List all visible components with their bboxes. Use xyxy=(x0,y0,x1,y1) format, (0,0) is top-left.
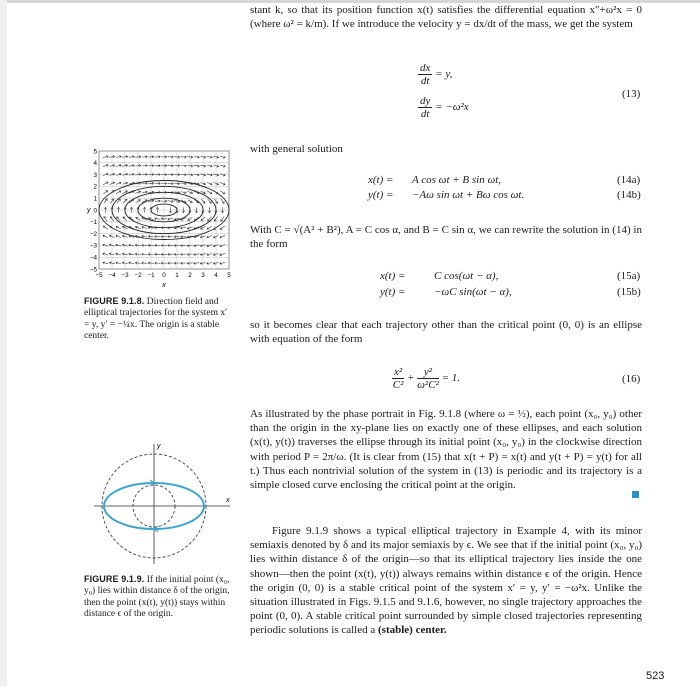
y-tick-label: 5 xyxy=(93,148,97,156)
y-axis-label: y xyxy=(157,443,161,450)
figure-9-1-9-ellipse xyxy=(84,438,234,566)
equation-14b-rhs: −Aω sin ωt + Bω cos ωt. xyxy=(412,189,525,201)
figure-9-1-8-caption xyxy=(84,296,234,343)
equation-14b-number: (14b) xyxy=(617,189,641,201)
eq16-frac1-den: C² xyxy=(392,379,404,391)
x-tick-label: 1 xyxy=(175,272,179,279)
x-tick-label: −5 xyxy=(95,272,103,279)
x-axis-label: x xyxy=(162,282,166,288)
general-solution-lead: with general solution xyxy=(250,143,343,155)
y-tick-label: −4 xyxy=(89,254,97,262)
equation-14a-rhs: A cos ωt + B sin ωt, xyxy=(412,174,502,186)
y-tick-label: 4 xyxy=(93,160,97,168)
figure-9-1-8-caption-label: FIGURE 9.1.8. xyxy=(84,296,145,306)
figure-9-1-9-caption-label: FIGURE 9.1.9. xyxy=(84,574,145,584)
y-tick-label: 3 xyxy=(93,171,97,179)
equation-13-number: (13) xyxy=(622,88,641,100)
y-tick-label: 0 xyxy=(93,207,97,215)
y-tick-label: −5 xyxy=(89,266,97,274)
equation-14b-lhs: y(t) = xyxy=(368,189,394,201)
equation-15b-lhs: y(t) = xyxy=(380,286,406,298)
x-tick-label: 4 xyxy=(214,272,218,279)
equation-15a-number: (15a) xyxy=(617,270,641,282)
eq16-rhs: = 1. xyxy=(441,372,461,385)
equation-15a-rhs: C cos(ωt − α), xyxy=(434,270,499,282)
figure-9-1-8-direction-field xyxy=(84,148,234,288)
center-term: (stable) center. xyxy=(378,624,447,637)
eq16-frac2-den: ω²C² xyxy=(417,379,439,391)
figure-919-paragraph xyxy=(250,524,642,638)
equation-14a-number: (14a) xyxy=(617,174,641,186)
y-tick-label: 1 xyxy=(93,195,97,203)
x-axis-label: x xyxy=(226,497,230,504)
x-tick-label: −4 xyxy=(108,272,116,279)
left-edge xyxy=(0,0,7,686)
eq16-frac1-num: x² xyxy=(394,366,403,378)
y-tick-label: −3 xyxy=(89,242,97,250)
equation-16-number: (16) xyxy=(622,373,641,385)
figure-919-paragraph-text: Figure 9.1.9 shows a typical elliptical trajectory in Example 4, with its minor semiaxis denoted by δ and its major semiaxis by ϵ. We see that if the initial point (x₀, y₀) lies within distance δ of the origin—so that its elliptical trajectory lies inside the one shown—then the point (x(t), y(t)) always remains within distance ϵ of the origin. Hence the origin (0, 0) is a stable critical point of the system x′ = y, y′ = −ω²x. Unlike the situation illustrated in Figs. 9.1.5 and 9.1.6, however, no single trajectory approaches the point (0, 0). A stable critical point surrounded by simple closed trajectories representing periodic solutions is called a xyxy=(250,525,642,637)
x-tick-label: −2 xyxy=(134,272,142,279)
rewrite-paragraph: With C = √(A² + B²), A = C cos α, and B = C sin α, we can rewrite the solution in (14) in the form xyxy=(250,224,642,251)
eq16-plus: + xyxy=(406,372,415,385)
x-tick-label: 3 xyxy=(201,272,205,279)
figure-9-1-9-caption-text: If the initial point (x₀, y₀) lies within distance δ of the origin, then the point (x(t), y(t)) stays within distance ϵ of the origin. xyxy=(84,575,230,620)
equation-15b-rhs: −ωC sin(ωt − α), xyxy=(434,286,512,298)
eq16-frac2-num: y² xyxy=(417,366,439,379)
equation-14a-lhs: x(t) = xyxy=(368,174,394,186)
equation-15b-number: (15b) xyxy=(617,286,641,298)
x-tick-label: 0 xyxy=(162,272,166,279)
y-axis-label: y xyxy=(87,207,91,214)
y-tick-label: 2 xyxy=(93,183,97,191)
intro-paragraph: stant k, so that its position function x(t) satisfies the differential equation x″+ω²x = 0 (where ω² = k/m). If we introduce the velocity y = dx/dt of the mass, we get the system xyxy=(250,4,642,31)
y-tick-label: −1 xyxy=(89,219,97,227)
ellipse-paragraph: so it becomes clear that each trajectory other than the critical point (0, 0) is an ellipse with equation of the form xyxy=(250,319,642,346)
equation-13-line1: $\frac{dx}{dt}$ = y, xyxy=(420,62,453,87)
equation-15a-lhs: x(t) = xyxy=(380,270,406,282)
equation-13-line2: $\frac{dy}{dt}$ = −ω²x xyxy=(420,95,469,120)
y-tick-label: −2 xyxy=(89,230,97,238)
equation-16 xyxy=(392,366,460,391)
figure-9-1-9-caption xyxy=(84,574,242,621)
x-tick-labels xyxy=(95,272,231,279)
figure-9-1-8-caption-text: Direction field and elliptical trajectories for the system x′ = y, y′ = −¼x. The origin is a stable center. xyxy=(84,297,228,342)
x-tick-label: −3 xyxy=(121,272,129,279)
y-tick-labels xyxy=(90,148,98,273)
page-number: 523 xyxy=(646,670,665,682)
end-of-example-marker xyxy=(632,491,639,498)
phase-portrait-paragraph: As illustrated by the phase portrait in Fig. 9.1.8 (where ω = ½), each point (x₀, y₀) other than the origin in the xy-plane lies on exactly one of these ellipses, and each solution (x(t), y(t)) traverses the ellipse through its initial point (x₀, y₀) in the clockwise direction with period P = 2π/ω. (It is clear from (15) that x(t + P) = x(t) and y(t + P) = y(t) for all t.) Thus each nontrivial solution of the system in (13) is periodic and its trajectory is a simple closed curve enclosing the critical point at the origin. xyxy=(250,408,642,492)
x-tick-label: 2 xyxy=(188,272,192,279)
x-tick-label: 5 xyxy=(227,272,231,279)
x-tick-label: −1 xyxy=(147,272,155,279)
